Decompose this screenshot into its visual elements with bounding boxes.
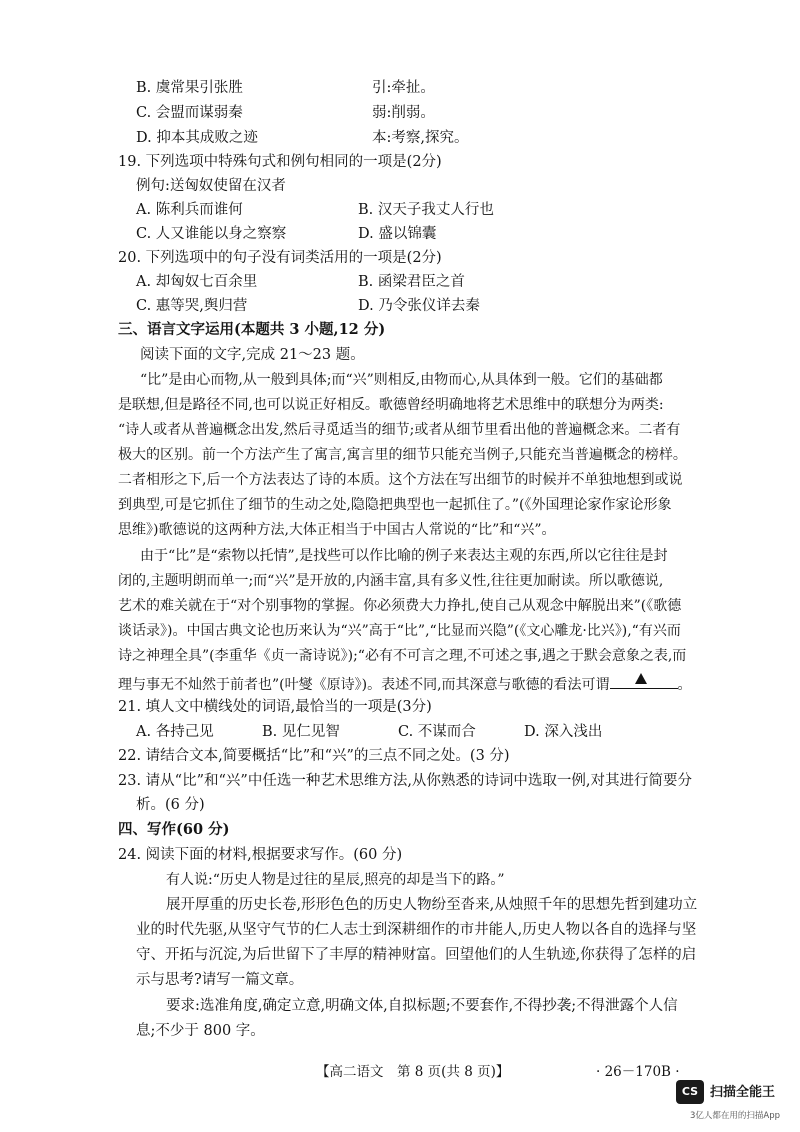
- page-footer-label: 【高二语文 第 8 页(共 8 页)】: [316, 1064, 510, 1080]
- q19-option-a: A. 陈利兵而谁何: [136, 202, 243, 218]
- page-footer-code: · 26－170B ·: [596, 1064, 680, 1080]
- q20-option-d: D. 乃令张仪详去秦: [358, 298, 480, 314]
- passage-line: 由于“比”是“索物以托情”,是找些可以作比喻的例子来表达主观的东西,所以它往往是封: [140, 548, 668, 564]
- passage-line: 是联想,但是路径不同,也可以说正好相反。歌德曾经明确地将艺术思维中的联想分为两类:: [118, 397, 664, 413]
- passage-line: “诗人或者从普遍概念出发,然后寻觅适当的细节;或者从细节里看出他的普遍概念来。二者有: [118, 422, 681, 438]
- q19-stem: 19. 下列选项中特殊句式和例句相同的一项是(2分): [118, 154, 442, 170]
- answer-blank: [610, 671, 678, 689]
- q20-option-a: A. 却匈奴七百余里: [136, 274, 258, 290]
- q19-option-c: C. 人又谁能以身之察察: [136, 226, 287, 242]
- q21-option-c: C. 不谋而合: [398, 724, 476, 740]
- q24-quote: 有人说:“历史人物是过往的星辰,照亮的却是当下的路。”: [166, 872, 505, 888]
- q20-stem: 20. 下列选项中的句子没有词类活用的一项是(2分): [118, 250, 442, 266]
- q24-material-line: 守、开拓与沉淀,为后世留下了丰厚的精神财富。回望他们的人生轨迹,你获得了怎样的启: [136, 947, 697, 963]
- q18-option-c-gloss: 弱:削弱。: [372, 105, 435, 121]
- q18-option-b-gloss: 引:牵扯。: [372, 80, 435, 96]
- q19-option-b: B. 汉天子我丈人行也: [358, 202, 494, 218]
- q19-option-d: D. 盛以锦囊: [358, 226, 437, 242]
- q20-option-c: C. 惠等哭,舆归营: [136, 298, 248, 314]
- passage-line: 诗之神理全具”(李重华《贞一斋诗说》);“必有不可言之理,不可述之事,遇之于默会意象之表,而: [118, 648, 687, 664]
- section4-heading: 四、写作(60 分): [118, 821, 230, 838]
- triangle-icon: [634, 672, 648, 685]
- q22-stem: 22. 请结合文本,简要概括“比”和“兴”的三点不同之处。(3 分): [118, 748, 510, 764]
- q18-option-d-gloss: 本:考察,探究。: [372, 130, 469, 146]
- q18-option-d: D. 抑本其成败之迹: [136, 130, 258, 146]
- q19-example: 例句:送匈奴使留在汉者: [136, 178, 286, 194]
- scanner-logo-icon: CS: [676, 1080, 704, 1104]
- section3-heading: 三、语言文字运用(本题共 3 小题,12 分): [118, 321, 386, 338]
- passage-line: 二者相形之下,后一个方法表达了诗的本质。这个方法在写出细节的时候并不单独地想到或说: [118, 472, 683, 488]
- q21-option-b: B. 见仁见智: [262, 724, 340, 740]
- passage-line: 到典型,可是它抓住了细节的生动之处,隐隐把典型也一起抓住了。”(《外国理论家作家论形象: [118, 497, 672, 513]
- passage-period: 。: [677, 677, 692, 693]
- q23-stem-line1: 23. 请从“比”和“兴”中任选一种艺术思维方法,从你熟悉的诗词中选取一例,对其进行简要分: [118, 773, 693, 789]
- scanner-logo-title: 扫描全能王: [710, 1085, 776, 1100]
- section3-instruction: 阅读下面的文字,完成 21～23 题。: [140, 347, 365, 363]
- q21-option-a: A. 各持己见: [136, 724, 214, 740]
- q24-requirement-line: 息;不少于 800 字。: [136, 1023, 265, 1039]
- q23-stem-line2: 析。(6 分): [136, 797, 205, 813]
- passage-line: 谈话录》)。中国古典文论也历来认为“兴”高于“比”,“比显而兴隐”(《文心雕龙·比兴》),“有兴而: [118, 623, 681, 639]
- passage-line: 思维》)歌德说的这两种方法,大体正相当于中国古人常说的“比”和“兴”。: [118, 522, 556, 538]
- q21-stem: 21. 填人文中横线处的词语,最恰当的一项是(3分): [118, 699, 432, 715]
- q24-material-line: 示与思考?请写一篇文章。: [136, 972, 304, 988]
- q24-requirement-line: 要求:选准角度,确定立意,明确文体,自拟标题;不要套作,不得抄袭;不得泄露个人信: [166, 998, 678, 1014]
- passage-line: 艺术的难关就在于“对个别事物的掌握。你必须费大力挣扎,使自己从观念中解脱出来”(《歌德: [118, 598, 682, 614]
- passage-line: 极大的区别。前一个方法产生了寓言,寓言里的细节只能充当例子,只能充当普遍概念的榜样。: [118, 447, 687, 463]
- passage-line: “比”是由心而物,从一般到具体;而“兴”则相反,由物而心,从具体到一般。它们的基础都: [140, 372, 663, 388]
- q21-option-d: D. 深入浅出: [524, 724, 603, 740]
- q18-option-b: B. 虞常果引张胜: [136, 80, 243, 96]
- q20-option-b: B. 函梁君臣之首: [358, 274, 465, 290]
- q18-option-c: C. 会盟而谋弱秦: [136, 105, 243, 121]
- scanner-logo-subtitle: 3亿人都在用的扫描App: [690, 1111, 781, 1121]
- q24-material-line: 展开厚重的历史长卷,形形色色的历史人物纷至沓来,从烛照千年的思想先哲到建功立: [166, 897, 698, 913]
- q24-material-line: 业的时代先驱,从坚守气节的仁人志士到深耕细作的市井能人,历史人物以各自的选择与坚: [136, 922, 697, 938]
- passage-last-line: [118, 671, 692, 695]
- passage-line: 闭的,主题明朗而单一;而“兴”是开放的,内涵丰富,具有多义性,往往更加耐读。所以歌德说,: [118, 573, 664, 589]
- passage-line: 理与事无不灿然于前者也”(叶燮《原诗》)。表述不同,而其深意与歌德的看法可谓: [118, 677, 610, 693]
- q24-stem: 24. 阅读下面的材料,根据要求写作。(60 分): [118, 847, 403, 863]
